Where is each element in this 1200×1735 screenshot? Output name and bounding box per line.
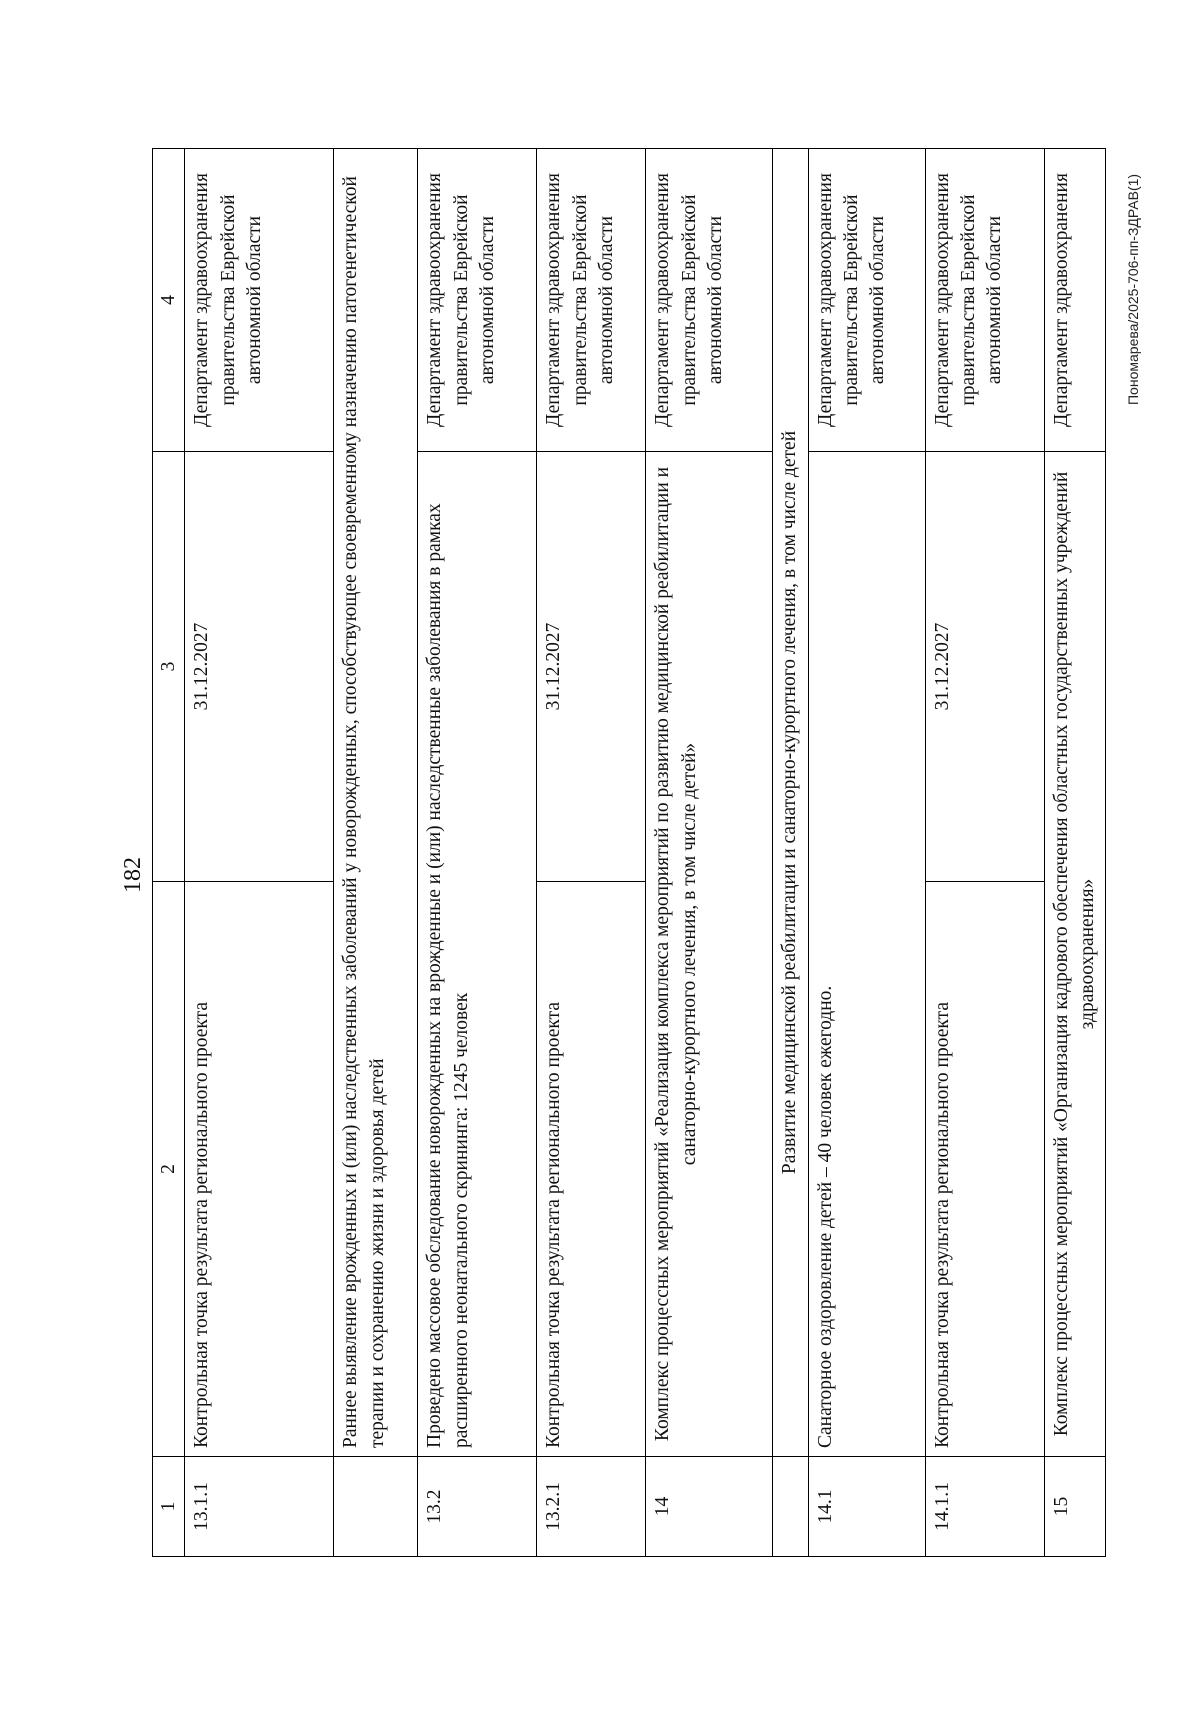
row-organization: Департамент здравоохранения (1044, 149, 1105, 452)
row-number: 14.1.1 (925, 1457, 1044, 1557)
page-number: 182 (120, 857, 146, 893)
row-text: Проведено массовое обследование новорожденных на врожденные и (или) наследственные заболевания в рамках расширенного неонатального скрининга: 1245 человек (418, 452, 537, 1457)
table-row (418, 149, 537, 1557)
row-organization: Департамент здравоохранения правительства Еврейской автономной области (646, 149, 773, 452)
section-title: Развитие медицинской реабилитации и санаторно-курортного лечения, в том числе детей (773, 149, 808, 1457)
table-row (537, 149, 646, 1557)
table-row (1044, 149, 1105, 1557)
table-row (808, 149, 925, 1557)
table-row (925, 149, 1044, 1557)
row-text: Контрольная точка результата регионального проекта (537, 882, 646, 1457)
row-number-empty (773, 1457, 808, 1557)
row-text: Санаторное оздоровление детей – 40 человек ежегодно. (808, 452, 925, 1457)
row-number: 13.2 (418, 1457, 537, 1557)
row-date: 31.12.2027 (537, 452, 646, 882)
table-section-row (773, 149, 808, 1557)
row-number-empty (334, 1457, 418, 1557)
column-header: 4 (153, 149, 185, 452)
row-number: 14.1 (808, 1457, 925, 1557)
row-organization: Департамент здравоохранения правительства Еврейской автономной области (925, 149, 1044, 452)
row-number: 13.2.1 (537, 1457, 646, 1557)
row-date: 31.12.2027 (925, 452, 1044, 882)
section-title: Раннее выявление врожденных и (или) наследственных заболеваний у новорожденных, способствующее своевременному назначению патогенетической терапии и сохранению жизни и здоровья детей (334, 149, 418, 1457)
row-organization: Департамент здравоохранения правительства Еврейской автономной области (185, 149, 334, 452)
column-header: 1 (153, 1457, 185, 1557)
table-row (646, 149, 773, 1557)
row-date: 31.12.2027 (185, 452, 334, 882)
row-text: Контрольная точка результата регионального проекта (925, 882, 1044, 1457)
row-organization: Департамент здравоохранения правительства Еврейской автономной области (537, 149, 646, 452)
row-number: 13.1.1 (185, 1457, 334, 1557)
row-text: Контрольная точка результата регионального проекта (185, 882, 334, 1457)
table-row (185, 149, 334, 1557)
column-header: 2 (153, 882, 185, 1457)
table-section-row (334, 149, 418, 1557)
row-organization: Департамент здравоохранения правительства Еврейской автономной области (808, 149, 925, 452)
row-organization: Департамент здравоохранения правительства Еврейской автономной области (418, 149, 537, 452)
row-number: 14 (646, 1457, 773, 1557)
plan-table (152, 148, 1106, 1557)
row-text: Комплекс процессных мероприятий «Организация кадрового обеспечения областных государственных учреждений здравоохранения» (1044, 452, 1105, 1457)
table-header-row (153, 149, 185, 1557)
column-header: 3 (153, 452, 185, 882)
row-text: Комплекс процессных мероприятий «Реализация комплекса мероприятий по развитию медицинской реабилитации и санаторно-курортного лечения, в том числе детей» (646, 452, 773, 1457)
document-footer: Пономарева/2025-706-пп-ЗДРАВ(1) (1125, 173, 1141, 405)
row-number: 15 (1044, 1457, 1105, 1557)
